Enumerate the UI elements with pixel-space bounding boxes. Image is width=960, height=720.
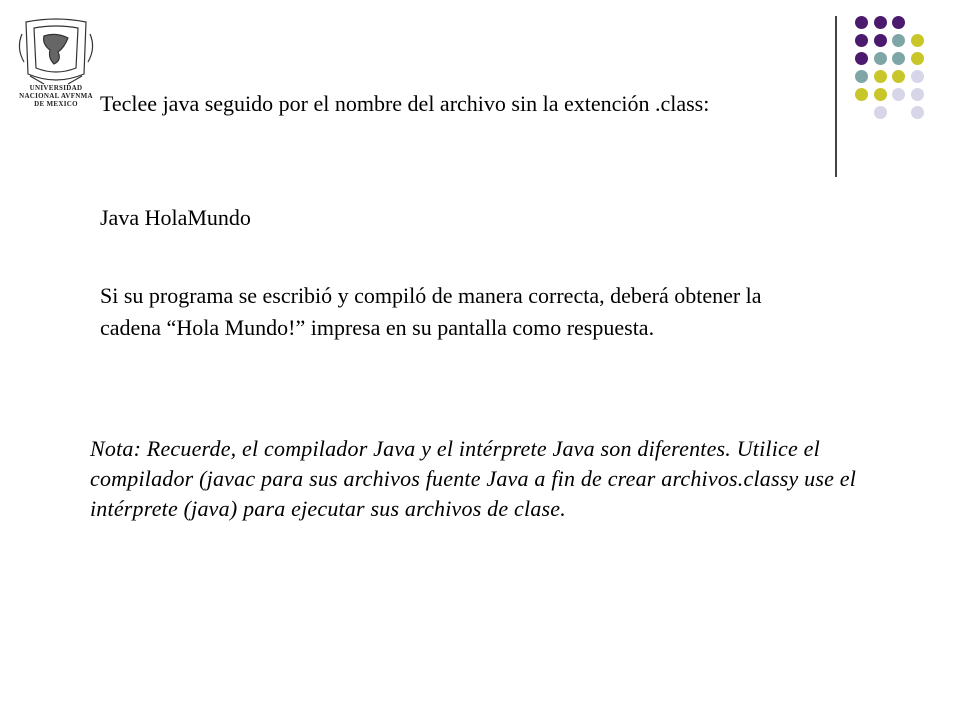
decorative-dot xyxy=(892,70,905,83)
decorative-dot xyxy=(911,34,924,47)
decorative-dot xyxy=(892,34,905,47)
decorative-dot xyxy=(911,70,924,83)
decorative-dot xyxy=(874,106,887,119)
decorative-dot xyxy=(874,34,887,47)
decorative-dot xyxy=(855,70,868,83)
decorative-dot xyxy=(874,88,887,101)
result-text: Si su programa se escribió y compiló de manera correcta, deberá obtener la cadena “Hola Mundo!” impresa en su pantalla como respuesta. xyxy=(100,283,762,340)
decorative-dot xyxy=(855,52,868,65)
vertical-divider xyxy=(835,16,837,177)
decorative-dot xyxy=(892,52,905,65)
decorative-dot xyxy=(874,70,887,83)
instruction-text: Teclee java seguido por el nombre del archivo sin la extención .class: xyxy=(100,91,710,116)
decorative-dot xyxy=(911,88,924,101)
note-text: Nota: Recuerde, el compilador Java y el intérprete Java son diferentes. Utilice el compilador (javac para sus archivos fuente Java a fin de crear archivos.classy use el intérprete (java) para ejecutar sus archivos de clase. xyxy=(90,436,857,521)
decorative-dot xyxy=(855,16,868,29)
decorative-dot xyxy=(911,106,924,119)
decorative-dot xyxy=(874,16,887,29)
command-text: Java HolaMundo xyxy=(100,205,251,230)
decorative-dot xyxy=(892,88,905,101)
decorative-dot xyxy=(855,88,868,101)
decorative-dot xyxy=(892,16,905,29)
decorative-dot xyxy=(874,52,887,65)
decorative-dot xyxy=(855,34,868,47)
university-name-label: UNIVERSIDAD NACIONAL AVFNMA DE MEXICO xyxy=(19,84,93,108)
decorative-dot xyxy=(911,52,924,65)
